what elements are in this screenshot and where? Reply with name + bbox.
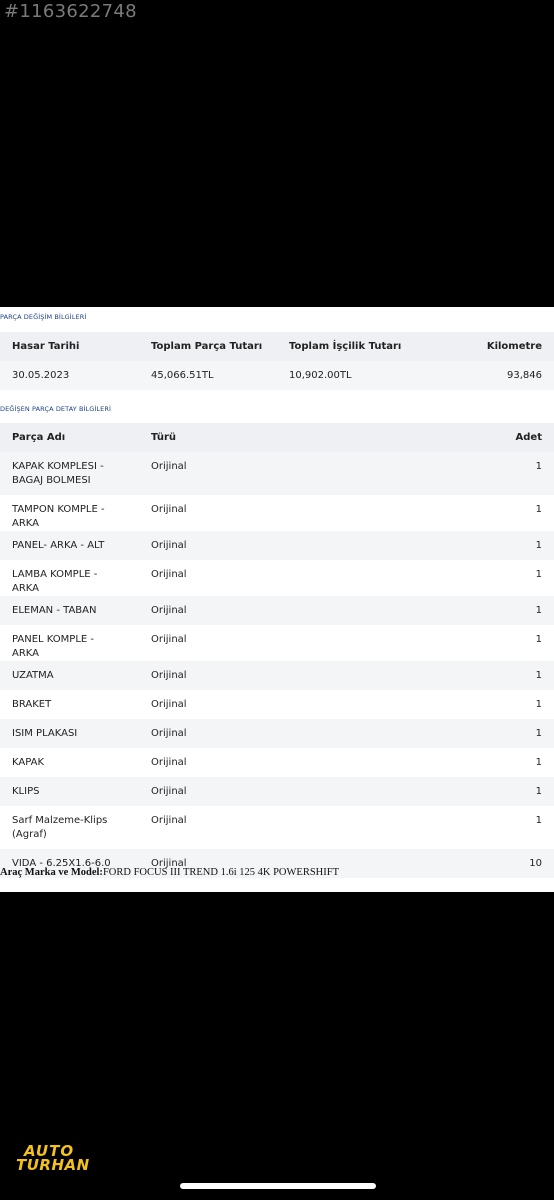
table-row: [0, 748, 554, 777]
part-quantity-cell: 1: [535, 605, 542, 616]
part-quantity-cell: 1: [535, 728, 542, 739]
table-row: [0, 806, 554, 849]
table-row: [0, 361, 554, 390]
part-quantity-cell: 1: [535, 786, 542, 797]
part-name-cell: VIDA - 6.25X1.6-6.0: [12, 858, 111, 869]
part-type-cell: Orijinal: [151, 569, 187, 580]
part-type-cell: Orijinal: [151, 728, 187, 739]
logo-line-1: AUTO: [24, 1142, 75, 1160]
header-damage-date: Hasar Tarihi: [12, 341, 80, 352]
vehicle-model-value: FORD FOCUS III TREND 1.6i 125 4K POWERSHIFT: [102, 867, 340, 878]
table-row: [0, 625, 554, 661]
section-title-part-details: DEĞİŞEN PARÇA DETAY BİLGİLERİ: [0, 405, 111, 413]
table-row: [0, 690, 554, 719]
part-details-table: [0, 423, 554, 878]
part-type-cell: Orijinal: [151, 605, 187, 616]
part-type-cell: Orijinal: [151, 540, 187, 551]
table-row: [0, 560, 554, 596]
damage-date-value: 30.05.2023: [12, 370, 70, 381]
table-row: [0, 661, 554, 690]
part-quantity-cell: 1: [535, 540, 542, 551]
part-name-cell: Sarf Malzeme-Klips (Agraf): [12, 815, 108, 840]
vehicle-model-label: Araç Marka ve Model:: [0, 867, 103, 878]
document-panel: [0, 307, 554, 892]
part-name-cell: ELEMAN - TABAN: [12, 605, 97, 616]
part-type-cell: Orijinal: [151, 786, 187, 797]
header-total-parts: Toplam Parça Tutarı: [151, 341, 263, 352]
part-type-cell: Orijinal: [151, 670, 187, 681]
logo-line-2: TURHAN: [16, 1156, 90, 1174]
table-row: [0, 495, 554, 531]
home-indicator[interactable]: [180, 1183, 376, 1189]
kilometre-value: 93,846: [507, 370, 542, 381]
part-name-cell: KAPAK KOMPLESI - BAGAJ BOLMESI: [12, 461, 104, 486]
table-row: [0, 596, 554, 625]
part-name-cell: ISIM PLAKASI: [12, 728, 78, 739]
part-type-cell: Orijinal: [151, 461, 187, 472]
part-type-cell: Orijinal: [151, 699, 187, 710]
vehicle-model-line: [0, 867, 339, 878]
part-name-cell: PANEL- ARKA - ALT: [12, 540, 105, 551]
part-type-cell: Orijinal: [151, 858, 187, 869]
part-change-summary-table: [0, 332, 554, 390]
part-type-cell: Orijinal: [151, 757, 187, 768]
listing-id: #1163622748: [4, 1, 137, 22]
header-kilometre: Kilometre: [486, 341, 542, 352]
table-row: [0, 531, 554, 560]
part-name-cell: PANEL KOMPLE - ARKA: [12, 634, 94, 659]
part-type-cell: Orijinal: [151, 634, 187, 645]
part-name-cell: TAMPON KOMPLE - ARKA: [12, 504, 105, 529]
part-quantity-cell: 1: [535, 634, 542, 645]
part-quantity-cell: 1: [535, 461, 542, 472]
part-quantity-cell: 10: [529, 858, 542, 869]
part-type-cell: Orijinal: [151, 504, 187, 515]
part-quantity-cell: 1: [535, 757, 542, 768]
part-quantity-cell: 1: [535, 569, 542, 580]
total-labor-value: 10,902.00TL: [289, 370, 352, 381]
part-name-cell: BRAKET: [12, 699, 52, 710]
table-row: [0, 777, 554, 806]
total-parts-value: 45,066.51TL: [151, 370, 214, 381]
part-name-cell: UZATMA: [12, 670, 54, 681]
part-quantity-cell: 1: [535, 670, 542, 681]
part-name-cell: KAPAK: [12, 757, 45, 768]
part-name-cell: LAMBA KOMPLE - ARKA: [12, 569, 98, 594]
table-row: [0, 452, 554, 495]
auto-turhan-logo: [16, 1144, 98, 1174]
header-total-labor: Toplam İşçilik Tutarı: [289, 341, 402, 352]
header-part-name: Parça Adı: [12, 432, 66, 443]
part-type-cell: Orijinal: [151, 815, 187, 826]
section-title-part-change: PARÇA DEĞİŞİM BİLGİLERİ: [0, 313, 87, 321]
part-quantity-cell: 1: [535, 815, 542, 826]
table-header-row: [0, 332, 554, 361]
table-header-row: [0, 423, 554, 452]
part-name-cell: KLIPS: [12, 786, 40, 797]
header-type: Türü: [151, 432, 177, 443]
header-quantity: Adet: [515, 432, 542, 443]
table-row: [0, 719, 554, 748]
part-quantity-cell: 1: [535, 699, 542, 710]
part-quantity-cell: 1: [535, 504, 542, 515]
